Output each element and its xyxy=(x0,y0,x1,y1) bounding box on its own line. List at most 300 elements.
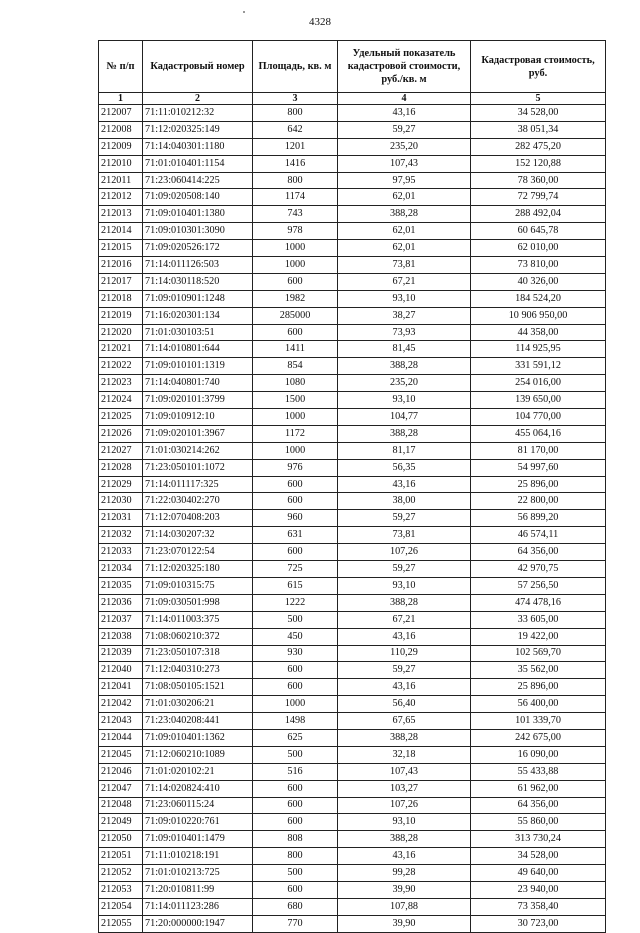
area-cell: 500 xyxy=(253,865,338,882)
area-cell: 854 xyxy=(253,358,338,375)
cadastral-number-cell: 71:14:040801:740 xyxy=(143,375,253,392)
cadastral-number-cell: 71:09:010220:761 xyxy=(143,814,253,831)
cadastral-value-cell: 331 591,12 xyxy=(471,358,606,375)
table-row xyxy=(99,729,606,746)
specific-value-cell: 110,29 xyxy=(338,645,471,662)
row-number-cell: 212053 xyxy=(99,881,143,898)
table-row xyxy=(99,544,606,561)
specific-value-cell: 43,16 xyxy=(338,848,471,865)
table-row xyxy=(99,257,606,274)
cadastral-value-cell: 22 800,00 xyxy=(471,493,606,510)
scan-speck xyxy=(243,11,245,13)
row-number-cell: 212016 xyxy=(99,257,143,274)
table-row xyxy=(99,324,606,341)
cadastral-number-cell: 71:23:070122:54 xyxy=(143,544,253,561)
cadastral-value-cell: 114 925,95 xyxy=(471,341,606,358)
specific-value-cell: 62,01 xyxy=(338,189,471,206)
cadastral-value-cell: 42 970,75 xyxy=(471,561,606,578)
cadastral-value-cell: 72 799,74 xyxy=(471,189,606,206)
row-number-cell: 212007 xyxy=(99,105,143,122)
specific-value-cell: 73,81 xyxy=(338,527,471,544)
area-cell: 500 xyxy=(253,611,338,628)
column-number: 1 xyxy=(99,93,143,105)
cadastral-number-cell: 71:01:010213:725 xyxy=(143,865,253,882)
area-cell: 808 xyxy=(253,831,338,848)
row-number-cell: 212025 xyxy=(99,409,143,426)
area-cell: 600 xyxy=(253,544,338,561)
specific-value-cell: 93,10 xyxy=(338,577,471,594)
specific-value-cell: 62,01 xyxy=(338,223,471,240)
area-cell: 960 xyxy=(253,510,338,527)
cadastral-number-cell: 71:08:050105:1521 xyxy=(143,679,253,696)
specific-value-cell: 107,26 xyxy=(338,544,471,561)
specific-value-cell: 56,40 xyxy=(338,696,471,713)
page-number: 4328 xyxy=(309,16,331,28)
row-number-cell: 212034 xyxy=(99,561,143,578)
area-cell: 1000 xyxy=(253,696,338,713)
area-cell: 600 xyxy=(253,476,338,493)
area-cell: 285000 xyxy=(253,307,338,324)
cadastral-number-cell: 71:12:070408:203 xyxy=(143,510,253,527)
row-number-cell: 212010 xyxy=(99,155,143,172)
area-cell: 1000 xyxy=(253,409,338,426)
area-cell: 600 xyxy=(253,493,338,510)
cadastral-number-cell: 71:14:040301:1180 xyxy=(143,138,253,155)
specific-value-cell: 43,16 xyxy=(338,628,471,645)
specific-value-cell: 73,81 xyxy=(338,257,471,274)
cadastral-value-cell: 139 650,00 xyxy=(471,392,606,409)
cadastral-value-cell: 55 433,88 xyxy=(471,763,606,780)
table-row xyxy=(99,577,606,594)
row-number-cell: 212032 xyxy=(99,527,143,544)
cadastral-value-cell: 254 016,00 xyxy=(471,375,606,392)
cadastral-value-cell: 10 906 950,00 xyxy=(471,307,606,324)
cadastral-value-cell: 282 475,20 xyxy=(471,138,606,155)
specific-value-cell: 104,77 xyxy=(338,409,471,426)
area-cell: 1982 xyxy=(253,290,338,307)
row-number-cell: 212033 xyxy=(99,544,143,561)
row-number-cell: 212042 xyxy=(99,696,143,713)
specific-value-cell: 388,28 xyxy=(338,425,471,442)
cadastral-value-cell: 102 569,70 xyxy=(471,645,606,662)
specific-value-cell: 59,27 xyxy=(338,121,471,138)
cadastral-number-cell: 71:14:011003:375 xyxy=(143,611,253,628)
column-number: 4 xyxy=(338,93,471,105)
row-number-cell: 212021 xyxy=(99,341,143,358)
cadastral-number-cell: 71:12:020325:180 xyxy=(143,561,253,578)
table-row xyxy=(99,223,606,240)
specific-value-cell: 67,21 xyxy=(338,273,471,290)
cadastral-value-cell: 184 524,20 xyxy=(471,290,606,307)
area-cell: 600 xyxy=(253,814,338,831)
row-number-cell: 212022 xyxy=(99,358,143,375)
cadastral-number-cell: 71:09:010301:3090 xyxy=(143,223,253,240)
header-area: Площадь, кв. м xyxy=(253,41,338,93)
row-number-cell: 212013 xyxy=(99,206,143,223)
specific-value-cell: 67,65 xyxy=(338,713,471,730)
area-cell: 600 xyxy=(253,273,338,290)
table-row xyxy=(99,206,606,223)
specific-value-cell: 81,17 xyxy=(338,442,471,459)
cadastral-number-cell: 71:11:010218:191 xyxy=(143,848,253,865)
table-row xyxy=(99,290,606,307)
row-number-cell: 212020 xyxy=(99,324,143,341)
row-number-cell: 212026 xyxy=(99,425,143,442)
header-cadastral-number: Кадастровый номер xyxy=(143,41,253,93)
specific-value-cell: 235,20 xyxy=(338,138,471,155)
area-cell: 600 xyxy=(253,679,338,696)
cadastral-number-cell: 71:09:010315:75 xyxy=(143,577,253,594)
area-cell: 1000 xyxy=(253,442,338,459)
cadastral-value-cell: 38 051,34 xyxy=(471,121,606,138)
cadastral-number-cell: 71:09:020526:172 xyxy=(143,240,253,257)
table-row xyxy=(99,865,606,882)
area-cell: 743 xyxy=(253,206,338,223)
table-row xyxy=(99,696,606,713)
row-number-cell: 212031 xyxy=(99,510,143,527)
table-row xyxy=(99,510,606,527)
table-row xyxy=(99,155,606,172)
area-cell: 680 xyxy=(253,898,338,915)
table-row xyxy=(99,409,606,426)
column-number: 5 xyxy=(471,93,606,105)
cadastral-value-cell: 34 528,00 xyxy=(471,105,606,122)
specific-value-cell: 107,88 xyxy=(338,898,471,915)
row-number-cell: 212028 xyxy=(99,459,143,476)
column-number: 3 xyxy=(253,93,338,105)
area-cell: 1000 xyxy=(253,240,338,257)
row-number-cell: 212030 xyxy=(99,493,143,510)
table-row xyxy=(99,105,606,122)
specific-value-cell: 388,28 xyxy=(338,358,471,375)
header-cadastral-value: Кадастровая стоимость, руб. xyxy=(471,41,606,93)
cadastral-number-cell: 71:12:020325:149 xyxy=(143,121,253,138)
table-row xyxy=(99,594,606,611)
header-row xyxy=(99,41,606,93)
specific-value-cell: 59,27 xyxy=(338,662,471,679)
cadastral-value-cell: 25 896,00 xyxy=(471,679,606,696)
row-number-cell: 212036 xyxy=(99,594,143,611)
area-cell: 600 xyxy=(253,324,338,341)
cadastral-value-cell: 288 492,04 xyxy=(471,206,606,223)
row-number-cell: 212044 xyxy=(99,729,143,746)
row-number-cell: 212047 xyxy=(99,780,143,797)
table-row xyxy=(99,527,606,544)
area-cell: 631 xyxy=(253,527,338,544)
area-cell: 642 xyxy=(253,121,338,138)
column-number: 2 xyxy=(143,93,253,105)
row-number-cell: 212043 xyxy=(99,713,143,730)
table-row xyxy=(99,831,606,848)
area-cell: 1201 xyxy=(253,138,338,155)
row-number-cell: 212051 xyxy=(99,848,143,865)
area-cell: 615 xyxy=(253,577,338,594)
table-row xyxy=(99,814,606,831)
table-row xyxy=(99,189,606,206)
area-cell: 600 xyxy=(253,881,338,898)
row-number-cell: 212023 xyxy=(99,375,143,392)
cadastral-number-cell: 71:08:060210:372 xyxy=(143,628,253,645)
cadastral-number-cell: 71:23:060414:225 xyxy=(143,172,253,189)
cadastral-number-cell: 71:01:030214:262 xyxy=(143,442,253,459)
specific-value-cell: 73,93 xyxy=(338,324,471,341)
table-row xyxy=(99,780,606,797)
table-row xyxy=(99,375,606,392)
specific-value-cell: 67,21 xyxy=(338,611,471,628)
cadastral-number-cell: 71:16:020301:134 xyxy=(143,307,253,324)
cadastral-value-cell: 54 997,60 xyxy=(471,459,606,476)
cadastral-value-cell: 64 356,00 xyxy=(471,544,606,561)
area-cell: 725 xyxy=(253,561,338,578)
cadastral-value-cell: 40 326,00 xyxy=(471,273,606,290)
cadastral-number-cell: 71:14:011123:286 xyxy=(143,898,253,915)
cadastral-number-cell: 71:20:000000:1947 xyxy=(143,915,253,932)
table-row xyxy=(99,628,606,645)
area-cell: 625 xyxy=(253,729,338,746)
area-cell: 600 xyxy=(253,797,338,814)
cadastral-number-cell: 71:14:030207:32 xyxy=(143,527,253,544)
area-cell: 1080 xyxy=(253,375,338,392)
area-cell: 1500 xyxy=(253,392,338,409)
area-cell: 1174 xyxy=(253,189,338,206)
row-number-cell: 212018 xyxy=(99,290,143,307)
specific-value-cell: 107,43 xyxy=(338,763,471,780)
cadastral-value-cell: 34 528,00 xyxy=(471,848,606,865)
table-row xyxy=(99,713,606,730)
cadastral-value-cell: 61 962,00 xyxy=(471,780,606,797)
cadastral-value-cell: 474 478,16 xyxy=(471,594,606,611)
table-row xyxy=(99,662,606,679)
specific-value-cell: 38,27 xyxy=(338,307,471,324)
specific-value-cell: 93,10 xyxy=(338,290,471,307)
cadastral-number-cell: 71:23:040208:441 xyxy=(143,713,253,730)
table-row xyxy=(99,645,606,662)
table-row xyxy=(99,797,606,814)
area-cell: 500 xyxy=(253,746,338,763)
cadastral-value-cell: 73 810,00 xyxy=(471,257,606,274)
row-number-cell: 212012 xyxy=(99,189,143,206)
row-number-cell: 212045 xyxy=(99,746,143,763)
table-row xyxy=(99,493,606,510)
cadastral-value-cell: 152 120,88 xyxy=(471,155,606,172)
row-number-cell: 212037 xyxy=(99,611,143,628)
area-cell: 978 xyxy=(253,223,338,240)
table-row xyxy=(99,763,606,780)
area-cell: 1411 xyxy=(253,341,338,358)
specific-value-cell: 99,28 xyxy=(338,865,471,882)
table-row xyxy=(99,392,606,409)
area-cell: 1172 xyxy=(253,425,338,442)
cadastral-value-cell: 56 400,00 xyxy=(471,696,606,713)
cadastral-value-cell: 16 090,00 xyxy=(471,746,606,763)
cadastral-number-cell: 71:01:010401:1154 xyxy=(143,155,253,172)
cadastral-value-cell: 33 605,00 xyxy=(471,611,606,628)
specific-value-cell: 97,95 xyxy=(338,172,471,189)
row-number-cell: 212035 xyxy=(99,577,143,594)
row-number-cell: 212054 xyxy=(99,898,143,915)
specific-value-cell: 81,45 xyxy=(338,341,471,358)
cadastral-number-cell: 71:22:030402:270 xyxy=(143,493,253,510)
cadastral-value-cell: 30 723,00 xyxy=(471,915,606,932)
cadastral-value-cell: 81 170,00 xyxy=(471,442,606,459)
cadastral-number-cell: 71:09:010401:1380 xyxy=(143,206,253,223)
row-number-cell: 212029 xyxy=(99,476,143,493)
row-number-cell: 212019 xyxy=(99,307,143,324)
cadastral-value-cell: 23 940,00 xyxy=(471,881,606,898)
row-number-cell: 212048 xyxy=(99,797,143,814)
cadastral-number-cell: 71:09:020101:3967 xyxy=(143,425,253,442)
table-row xyxy=(99,611,606,628)
area-cell: 800 xyxy=(253,848,338,865)
area-cell: 976 xyxy=(253,459,338,476)
area-cell: 1416 xyxy=(253,155,338,172)
table-row xyxy=(99,425,606,442)
area-cell: 600 xyxy=(253,662,338,679)
cadastral-value-cell: 62 010,00 xyxy=(471,240,606,257)
table-row xyxy=(99,307,606,324)
row-number-cell: 212055 xyxy=(99,915,143,932)
row-number-cell: 212038 xyxy=(99,628,143,645)
cadastral-number-cell: 71:09:020101:3799 xyxy=(143,392,253,409)
specific-value-cell: 38,00 xyxy=(338,493,471,510)
cadastral-number-cell: 71:09:010912:10 xyxy=(143,409,253,426)
cadastral-value-cell: 313 730,24 xyxy=(471,831,606,848)
table-row xyxy=(99,240,606,257)
cadastral-number-cell: 71:01:030206:21 xyxy=(143,696,253,713)
table-row xyxy=(99,476,606,493)
table-row xyxy=(99,358,606,375)
specific-value-cell: 235,20 xyxy=(338,375,471,392)
specific-value-cell: 93,10 xyxy=(338,814,471,831)
cadastral-number-cell: 71:23:050107:318 xyxy=(143,645,253,662)
table-row xyxy=(99,121,606,138)
specific-value-cell: 107,43 xyxy=(338,155,471,172)
cadastral-number-cell: 71:14:020824:410 xyxy=(143,780,253,797)
cadastral-number-cell: 71:14:011117:325 xyxy=(143,476,253,493)
area-cell: 1000 xyxy=(253,257,338,274)
cadastral-value-cell: 19 422,00 xyxy=(471,628,606,645)
cadastral-value-cell: 101 339,70 xyxy=(471,713,606,730)
table-row xyxy=(99,881,606,898)
table-row xyxy=(99,679,606,696)
cadastral-value-cell: 60 645,78 xyxy=(471,223,606,240)
table-body xyxy=(99,105,606,933)
specific-value-cell: 59,27 xyxy=(338,561,471,578)
row-number-cell: 212050 xyxy=(99,831,143,848)
specific-value-cell: 93,10 xyxy=(338,392,471,409)
specific-value-cell: 43,16 xyxy=(338,105,471,122)
table-row xyxy=(99,341,606,358)
cadastral-value-cell: 104 770,00 xyxy=(471,409,606,426)
cadastral-value-cell: 57 256,50 xyxy=(471,577,606,594)
area-cell: 450 xyxy=(253,628,338,645)
specific-value-cell: 62,01 xyxy=(338,240,471,257)
specific-value-cell: 32,18 xyxy=(338,746,471,763)
row-number-cell: 212024 xyxy=(99,392,143,409)
cadastral-number-cell: 71:23:050101:1072 xyxy=(143,459,253,476)
cadastral-number-cell: 71:09:010401:1479 xyxy=(143,831,253,848)
row-number-cell: 212040 xyxy=(99,662,143,679)
row-number-cell: 212008 xyxy=(99,121,143,138)
table-row xyxy=(99,848,606,865)
cadastral-value-cell: 455 064,16 xyxy=(471,425,606,442)
cadastral-number-cell: 71:12:040310:273 xyxy=(143,662,253,679)
area-cell: 516 xyxy=(253,763,338,780)
cadastral-value-cell: 78 360,00 xyxy=(471,172,606,189)
row-number-cell: 212052 xyxy=(99,865,143,882)
table-row xyxy=(99,442,606,459)
cadastral-value-cell: 25 896,00 xyxy=(471,476,606,493)
cadastral-value-cell: 73 358,40 xyxy=(471,898,606,915)
area-cell: 600 xyxy=(253,780,338,797)
row-number-cell: 212027 xyxy=(99,442,143,459)
specific-value-cell: 39,90 xyxy=(338,881,471,898)
row-number-cell: 212011 xyxy=(99,172,143,189)
table-row xyxy=(99,898,606,915)
table-row xyxy=(99,138,606,155)
specific-value-cell: 103,27 xyxy=(338,780,471,797)
cadastral-value-cell: 35 562,00 xyxy=(471,662,606,679)
area-cell: 800 xyxy=(253,105,338,122)
table-row xyxy=(99,746,606,763)
cadastral-number-cell: 71:09:030501:998 xyxy=(143,594,253,611)
row-number-cell: 212041 xyxy=(99,679,143,696)
specific-value-cell: 388,28 xyxy=(338,729,471,746)
cadastral-number-cell: 71:11:010212:32 xyxy=(143,105,253,122)
row-number-cell: 212049 xyxy=(99,814,143,831)
cadastral-number-cell: 71:14:011126:503 xyxy=(143,257,253,274)
cadastral-number-cell: 71:12:060210:1089 xyxy=(143,746,253,763)
specific-value-cell: 59,27 xyxy=(338,510,471,527)
cadastral-value-cell: 49 640,00 xyxy=(471,865,606,882)
area-cell: 800 xyxy=(253,172,338,189)
specific-value-cell: 107,26 xyxy=(338,797,471,814)
table-row xyxy=(99,273,606,290)
specific-value-cell: 388,28 xyxy=(338,831,471,848)
table-row xyxy=(99,561,606,578)
specific-value-cell: 56,35 xyxy=(338,459,471,476)
table-row xyxy=(99,459,606,476)
cadastral-value-cell: 44 358,00 xyxy=(471,324,606,341)
specific-value-cell: 388,28 xyxy=(338,206,471,223)
column-number-row xyxy=(99,93,606,105)
cadastral-number-cell: 71:01:030103:51 xyxy=(143,324,253,341)
row-number-cell: 212046 xyxy=(99,763,143,780)
area-cell: 770 xyxy=(253,915,338,932)
header-specific-value: Удельный показатель кадастровой стоимости, руб./кв. м xyxy=(338,41,471,93)
row-number-cell: 212017 xyxy=(99,273,143,290)
cadastral-value-cell: 64 356,00 xyxy=(471,797,606,814)
table-row xyxy=(99,915,606,932)
cadastral-value-cell: 56 899,20 xyxy=(471,510,606,527)
cadastral-number-cell: 71:23:060115:24 xyxy=(143,797,253,814)
cadastral-number-cell: 71:14:030118:520 xyxy=(143,273,253,290)
specific-value-cell: 43,16 xyxy=(338,679,471,696)
cadastral-value-cell: 242 675,00 xyxy=(471,729,606,746)
row-number-cell: 212009 xyxy=(99,138,143,155)
specific-value-cell: 388,28 xyxy=(338,594,471,611)
area-cell: 930 xyxy=(253,645,338,662)
table-row xyxy=(99,172,606,189)
row-number-cell: 212014 xyxy=(99,223,143,240)
cadastral-number-cell: 71:01:020102:21 xyxy=(143,763,253,780)
cadastral-value-table xyxy=(98,40,606,933)
cadastral-number-cell: 71:09:010401:1362 xyxy=(143,729,253,746)
area-cell: 1222 xyxy=(253,594,338,611)
cadastral-number-cell: 71:14:010801:644 xyxy=(143,341,253,358)
area-cell: 1498 xyxy=(253,713,338,730)
row-number-cell: 212039 xyxy=(99,645,143,662)
